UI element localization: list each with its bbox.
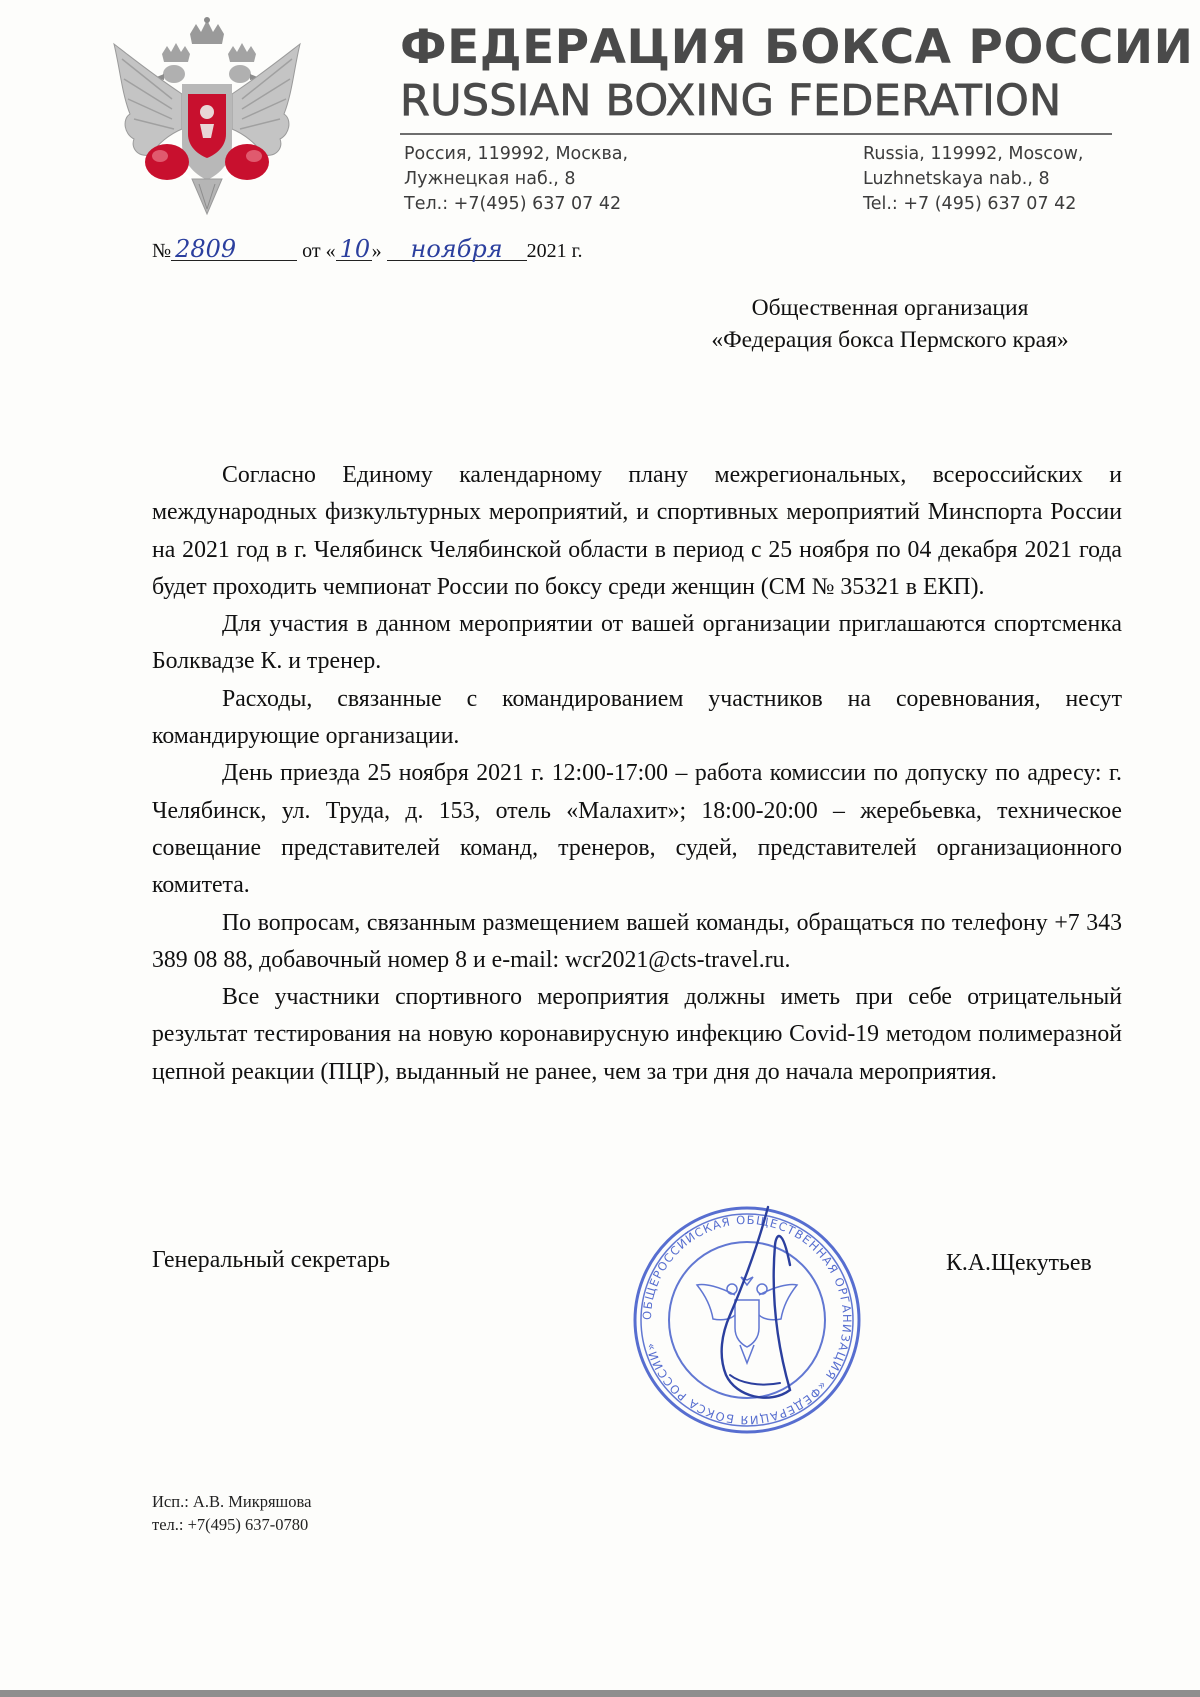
body-paragraph: Согласно Единому календарному плану межрегиональных, всероссийских и международных физкультурных мероприятий, и спортивных мероприятий Минспорта России на 2021 год в г. Челябинск Челябинской области в период с 25 ноября по 04 декабря 2021 года будет проходить чемпионат России по боксу среди женщин (СМ № 35321 в ЕКП). [152, 462, 1122, 600]
signatory-role: Генеральный секретарь [152, 1247, 391, 1273]
federation-name-en: RUSSIAN BOXING FEDERATION [400, 76, 1062, 126]
body-paragraph: Для участия в данном мероприятии от вашей организации приглашаются спортсменка Болквадзе К. и тренер. [152, 611, 1122, 675]
addressee-block [660, 292, 1120, 356]
date-from-label: от « [302, 240, 336, 262]
number-label: № [152, 240, 172, 262]
body-paragraph: День приезда 25 ноября 2021 г. 12:00-17:00 – работа комиссии по допуску по адресу: г. Челябинск, ул. Труда, д. 153, отель «Малахит»; 18:00-20:00 – жеребьевка, техническое совещание представителей команд, тренеров, судей, представителей организационного комитета. [152, 760, 1122, 899]
executor-name: Исп.: А.В. Микряшова [152, 1492, 312, 1511]
address-en-line: Luzhnetskaya nab., 8 [863, 169, 1050, 189]
stamp-text: ОБЩЕРОССИЙСКАЯ ОБЩЕСТВЕННАЯ ОРГАНИЗАЦИЯ «ФЕДЕРАЦИЯ БОКСА РОССИИ» [639, 1212, 855, 1428]
body-paragraph: По вопросам, связанным размещением вашей команды, обращаться по телефону +7 343 389 08 88, добавочный номер 8 и e-mail: wcr2021@cts-travel.ru. [152, 909, 1122, 973]
address-ru-line: Тел.: +7(495) 637 07 42 [404, 194, 622, 214]
date-year: 2021 г. [526, 240, 583, 262]
double-headed-eagle-emblem-icon [112, 14, 302, 219]
executor-phone: тел.: +7(495) 637-0780 [152, 1515, 309, 1534]
letter-body [152, 457, 1122, 1091]
date-day: 10 [336, 238, 372, 261]
body-paragraph: Все участники спортивного мероприятия должны иметь при себе отрицательный результат тестирования на новую коронавирусную инфекцию Covid-19 методом полимеразной цепной реакции (ПЦР), выданный не ранее, чем за три дня до начала мероприятия. [152, 984, 1122, 1085]
address-ru [404, 142, 628, 217]
letter-number: 2809 [171, 238, 297, 261]
federation-name-ru: ФЕДЕРАЦИЯ БОКСА РОССИИ [400, 20, 1194, 75]
date-month: ноября [387, 238, 527, 261]
letterhead-divider [400, 133, 1112, 135]
address-ru-line: Россия, 119992, Москва, [404, 144, 629, 164]
addressee-line: Общественная организация [751, 295, 1029, 321]
addressee-line: «Федерация бокса Пермского края» [711, 327, 1069, 353]
address-en-line: Tel.: +7 (495) 637 07 42 [863, 194, 1077, 214]
executor-block [152, 1490, 311, 1536]
signatory-name: К.А.Щекутьев [946, 1250, 1092, 1276]
reference-line [152, 235, 583, 263]
scan-bottom-edge [0, 1690, 1200, 1697]
address-en-line: Russia, 119992, Moscow, [863, 144, 1084, 164]
address-ru-line: Лужнецкая наб., 8 [404, 169, 576, 189]
date-day-close: » [371, 240, 382, 262]
round-seal-icon [630, 1205, 864, 1435]
address-en [863, 142, 1083, 217]
body-paragraph: Расходы, связанные с командированием участников на соревнования, несут командирующие организации. [152, 685, 1122, 750]
